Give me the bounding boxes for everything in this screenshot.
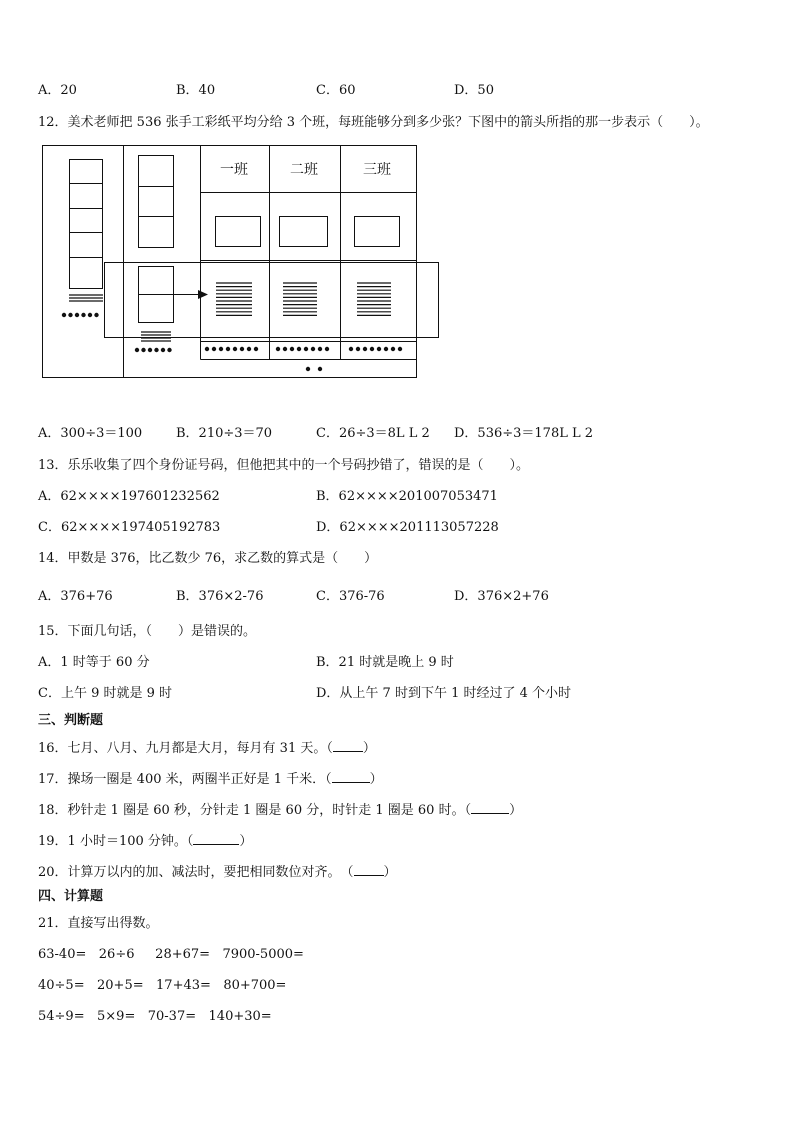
- answer-blank[interactable]: [332, 770, 370, 783]
- calc-item: 17+43=: [156, 978, 211, 993]
- one-dot: [304, 347, 308, 351]
- option-b: B．210÷3＝70: [176, 426, 273, 441]
- hundreds-stack: [139, 156, 174, 248]
- one-dot: [363, 347, 367, 351]
- option-c: C．26÷3＝8L L 2: [316, 426, 430, 441]
- option-d: D．376×2+76: [454, 589, 549, 604]
- one-dot: [226, 347, 230, 351]
- option-a: A．300÷3＝100: [38, 426, 143, 441]
- q13-stem: 13．乐乐收集了四个身份证号码，但他把其中的一个号码抄错了，错误的是（ ）。: [38, 458, 530, 473]
- calc-row: [38, 947, 304, 963]
- remainder-dot: [318, 367, 322, 371]
- hundreds-stack: [70, 160, 103, 289]
- one-dot: [205, 347, 209, 351]
- option-a: A．20: [38, 83, 77, 98]
- one-dot: [391, 347, 395, 351]
- one-dot: [297, 347, 301, 351]
- section-title: 四、计算题: [38, 889, 104, 904]
- calc-row: [38, 1009, 272, 1025]
- one-dot: [276, 347, 280, 351]
- option-d: D．50: [454, 83, 494, 98]
- option-b: B．376×2-76: [176, 589, 264, 604]
- calc-item: 5×9=: [97, 1009, 136, 1024]
- one-dot: [318, 347, 322, 351]
- option-b: B．62××××201007053471: [316, 489, 498, 504]
- answer-blank[interactable]: [193, 832, 239, 845]
- calc-item: 70-37=: [147, 1009, 197, 1024]
- q14-stem: 14．甲数是 376，比乙数少 76，求乙数的算式是（ ）: [38, 551, 378, 566]
- calc-item: 40÷5=: [38, 978, 85, 993]
- one-dot: [240, 347, 244, 351]
- one-dot: [81, 313, 85, 317]
- one-dot: [283, 347, 287, 351]
- highlight-step-box: [105, 263, 439, 338]
- calc-item: 20+5=: [97, 978, 144, 993]
- option-d: D．536÷3＝178L L 2: [454, 426, 594, 441]
- diagram-frame: [43, 146, 417, 378]
- one-dot: [88, 313, 92, 317]
- tens-bundles: [69, 283, 391, 341]
- class-hundred: [280, 217, 328, 247]
- option-a: A．62××××197601232562: [38, 489, 220, 504]
- one-dot: [94, 313, 98, 317]
- q21-stem: 21．直接写出得数。: [38, 916, 159, 931]
- option-d: D．从上午 7 时到下午 1 时经过了 4 个小时: [316, 686, 572, 701]
- judge-item: 20．计算万以内的加、减法时，要把相同数位对齐。 （ ）: [38, 865, 397, 880]
- class-hundred: [355, 217, 400, 247]
- class-header-3: 三班: [363, 162, 391, 178]
- option-c: C．62××××197405192783: [38, 520, 221, 535]
- one-dot: [247, 347, 251, 351]
- answer-blank[interactable]: [354, 863, 384, 876]
- arrow-icon: [145, 290, 208, 299]
- one-dot: [349, 347, 353, 351]
- option-b: B．21 时就是晚上 9 时: [316, 655, 454, 670]
- option-b: B．40: [176, 83, 216, 98]
- option-c: C．60: [316, 83, 356, 98]
- calc-item: 80+700=: [223, 978, 287, 993]
- one-dot: [62, 313, 66, 317]
- option-c: C．上午 9 时就是 9 时: [38, 686, 173, 701]
- one-dot: [290, 347, 294, 351]
- class-header-1: 一班: [220, 162, 248, 178]
- one-dot: [325, 347, 329, 351]
- one-dot: [148, 348, 152, 352]
- answer-blank[interactable]: [471, 801, 509, 814]
- one-dot: [356, 347, 360, 351]
- calc-item: 28+67=: [155, 947, 211, 962]
- one-dot: [154, 348, 158, 352]
- calc-item: 63-40=: [38, 947, 87, 962]
- one-dot: [68, 313, 72, 317]
- one-dot: [377, 347, 381, 351]
- one-dot: [167, 348, 171, 352]
- option-a: A．376+76: [38, 589, 113, 604]
- option-c: C．376-76: [316, 589, 385, 604]
- one-dot: [75, 313, 79, 317]
- calc-item: 7900-5000=: [222, 947, 304, 962]
- section-title: 三、判断题: [38, 713, 104, 728]
- answer-blank[interactable]: [333, 739, 363, 752]
- judge-item: 16．七月、八月、九月都是大月，每月有 31 天。（ ）: [38, 741, 376, 756]
- calc-item: 140+30=: [208, 1009, 272, 1024]
- option-a: A．1 时等于 60 分: [38, 655, 150, 670]
- calc-row: [38, 978, 286, 994]
- class-hundred: [216, 217, 261, 247]
- one-dot: [384, 347, 388, 351]
- q15-stem: 15．下面几句话，（ ）是错误的。: [38, 624, 257, 639]
- judge-item: 18．秒针走 1 圈是 60 秒，分针走 1 圈是 60 分，时针走 1 圈是 60 时。（ ）: [38, 803, 523, 818]
- one-dot: [141, 348, 145, 352]
- one-dot: [161, 348, 165, 352]
- one-dot: [233, 347, 237, 351]
- one-dot: [311, 347, 315, 351]
- remainder-dot: [306, 367, 310, 371]
- one-dot: [398, 347, 402, 351]
- class-header-2: 二班: [290, 162, 318, 178]
- judge-item: 19．1 小时＝100 分钟。（ ）: [38, 834, 253, 849]
- one-dot: [370, 347, 374, 351]
- division-diagram: [40, 143, 444, 383]
- one-dot: [212, 347, 216, 351]
- calc-item: 26÷6: [98, 947, 135, 962]
- option-d: D．62××××201113057228: [316, 520, 499, 535]
- calc-item: 54÷9=: [38, 1009, 85, 1024]
- one-dot: [254, 347, 258, 351]
- one-dot: [219, 347, 223, 351]
- judge-item: 17．操场一圈是 400 米，两圈半正好是 1 千米．（ ）: [38, 772, 383, 787]
- q12-stem: 12．美术老师把 536 张手工彩纸平均分给 3 个班，每班能够分到多少张？下图中的箭头所指的那一步表示（ ）。: [38, 115, 709, 130]
- one-dot: [135, 348, 139, 352]
